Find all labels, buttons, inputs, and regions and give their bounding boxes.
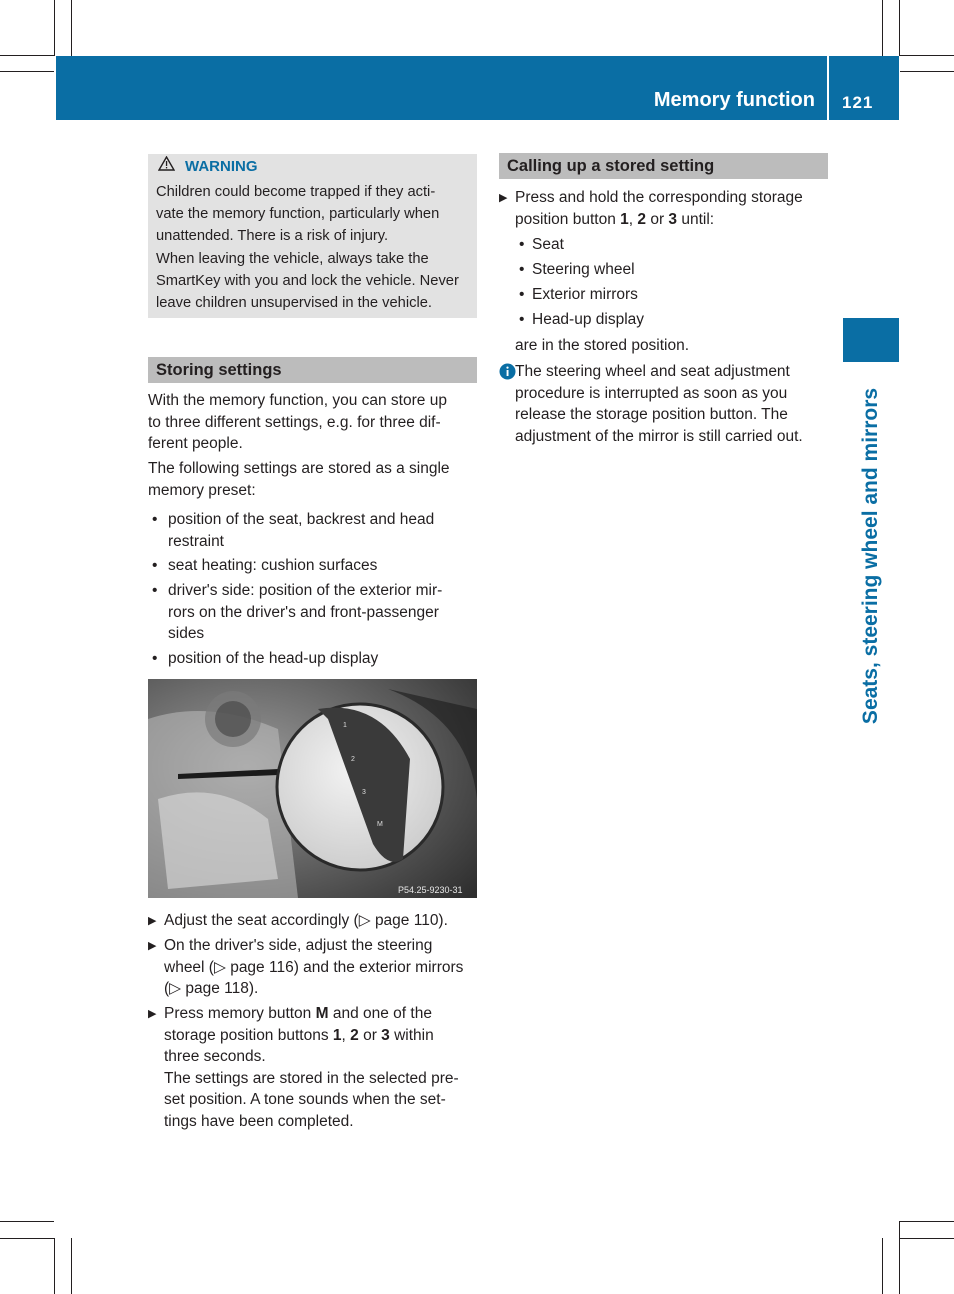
- step-arrow-icon: ▶: [148, 940, 157, 952]
- warning-box: [148, 154, 477, 318]
- header-divider: [827, 56, 829, 120]
- storage-button-3: 3: [668, 210, 678, 228]
- crop-mark: [54, 1238, 55, 1294]
- step-arrow-icon: ▶: [148, 1008, 157, 1020]
- bullet-dot: •: [519, 236, 525, 253]
- step-3-line-1: [164, 1003, 494, 1025]
- section-heading-storing: Storing settings: [148, 357, 477, 383]
- step-3-part: or: [358, 1026, 382, 1044]
- crop-mark: [882, 0, 883, 56]
- crop-mark: [899, 0, 900, 56]
- list-item-text: driver's side: position of the exterior mir- rors on the driver's and front-passenger sides: [168, 582, 443, 642]
- list-item-text: seat heating: cushion surfaces: [168, 557, 378, 574]
- step-3-line-2: [164, 1025, 494, 1047]
- list-item-text: Exterior mirrors: [532, 286, 638, 303]
- calling-step-part: ,: [628, 210, 638, 228]
- photo-button-1: 1: [343, 722, 347, 729]
- door-panel-illustration: [148, 679, 477, 898]
- bullet-dot: •: [519, 261, 525, 278]
- storing-intro-2: The following settings are stored as a single memory preset:: [148, 460, 450, 499]
- calling-step-part: position button: [515, 210, 621, 228]
- crop-mark: [882, 1238, 883, 1294]
- bullet-dot: •: [152, 582, 158, 599]
- crop-mark: [0, 1238, 54, 1239]
- page-number: 121: [842, 93, 874, 112]
- crop-mark: [0, 1221, 54, 1222]
- step-3-part: ,: [341, 1026, 351, 1044]
- bullet-dot: •: [152, 511, 158, 528]
- warning-text-2: When leaving the vehicle, always take the SmartKey with you and lock the vehicle. Never leave children unsupervised in the vehicle.: [156, 251, 459, 311]
- info-icon: [499, 363, 516, 387]
- crop-mark: [71, 0, 72, 56]
- warning-heading: [158, 156, 258, 176]
- list-item-text: Steering wheel: [532, 261, 635, 278]
- crop-mark: [0, 71, 54, 72]
- calling-step-text: [515, 187, 845, 230]
- photo-button-m: M: [377, 821, 383, 828]
- list-item-text: position of the seat, backrest and head restraint: [168, 511, 435, 550]
- photo-button-3: 3: [362, 789, 366, 796]
- storing-intro-1: With the memory function, you can store up to three different settings, e.g. for three dif- ferent people.: [148, 392, 447, 452]
- step-arrow-icon: ▶: [148, 915, 157, 927]
- crop-mark: [71, 1238, 72, 1294]
- crop-mark: [899, 1221, 900, 1294]
- storage-button-1: 1: [620, 210, 629, 228]
- step-1-text: Adjust the seat accordingly (▷ page 110).: [164, 912, 448, 929]
- crop-mark: [0, 55, 54, 56]
- warning-label: WARNING: [185, 158, 258, 175]
- page-header: [56, 56, 899, 120]
- step-3-part: within: [389, 1026, 434, 1044]
- step-2-text: On the driver's side, adjust the steering wheel (▷ page 116) and the exterior mirrors (▷ page 118).: [164, 937, 464, 997]
- storage-button-1: 1: [332, 1026, 342, 1044]
- list-item-text: Seat: [532, 236, 564, 253]
- chapter-title: Seats, steering wheel and mirrors: [859, 387, 882, 725]
- list-item-text: position of the head-up display: [168, 650, 379, 667]
- photo-button-2: 2: [351, 756, 355, 763]
- step-3-part: Press memory button: [164, 1005, 316, 1022]
- info-text: The steering wheel and seat adjustment procedure is interrupted as soon as you release the storage position button. The adjustment of the mirror is still carried out.: [515, 363, 803, 445]
- section-heading-calling: Calling up a stored setting: [499, 153, 828, 179]
- calling-after-text: are in the stored position.: [515, 337, 690, 354]
- step-3-result: The settings are stored in the selected pre- set position. A tone sounds when the set- tings have been completed.: [164, 1069, 459, 1130]
- step-3-part: storage position buttons: [164, 1026, 333, 1044]
- step-3-line-3: three seconds.: [164, 1048, 266, 1065]
- bullet-dot: •: [152, 650, 158, 667]
- photo-code: P54.25-9230-31: [398, 885, 463, 895]
- calling-step-line-1: Press and hold the corresponding storage: [515, 189, 803, 206]
- crop-mark: [900, 71, 954, 72]
- memory-buttons-photo: [148, 679, 477, 898]
- chapter-tab: [843, 318, 899, 362]
- warning-triangle-icon: [158, 156, 175, 176]
- storage-button-3: 3: [381, 1026, 390, 1044]
- bullet-dot: •: [519, 311, 525, 328]
- crop-mark: [900, 1221, 954, 1222]
- memory-button-m: M: [315, 1005, 329, 1022]
- step-3-part: and one of the: [328, 1005, 432, 1022]
- calling-step-part: or: [646, 210, 669, 228]
- crop-mark: [900, 55, 954, 56]
- page-title: Memory function: [653, 89, 815, 111]
- crop-mark: [900, 1238, 954, 1239]
- calling-step-part: until:: [677, 210, 715, 228]
- crop-mark: [54, 0, 55, 56]
- bullet-dot: •: [519, 286, 525, 303]
- bullet-dot: •: [152, 557, 158, 574]
- warning-text-1: Children could become trapped if they acti- vate the memory function, particularly when unattended. There is a risk of injury.: [156, 184, 440, 244]
- list-item-text: Head-up display: [532, 311, 645, 328]
- storage-button-2: 2: [350, 1026, 359, 1044]
- calling-step-line-2: [515, 209, 845, 231]
- step-3-text: [164, 1003, 494, 1132]
- step-arrow-icon: ▶: [499, 192, 508, 204]
- storage-button-2: 2: [637, 210, 647, 228]
